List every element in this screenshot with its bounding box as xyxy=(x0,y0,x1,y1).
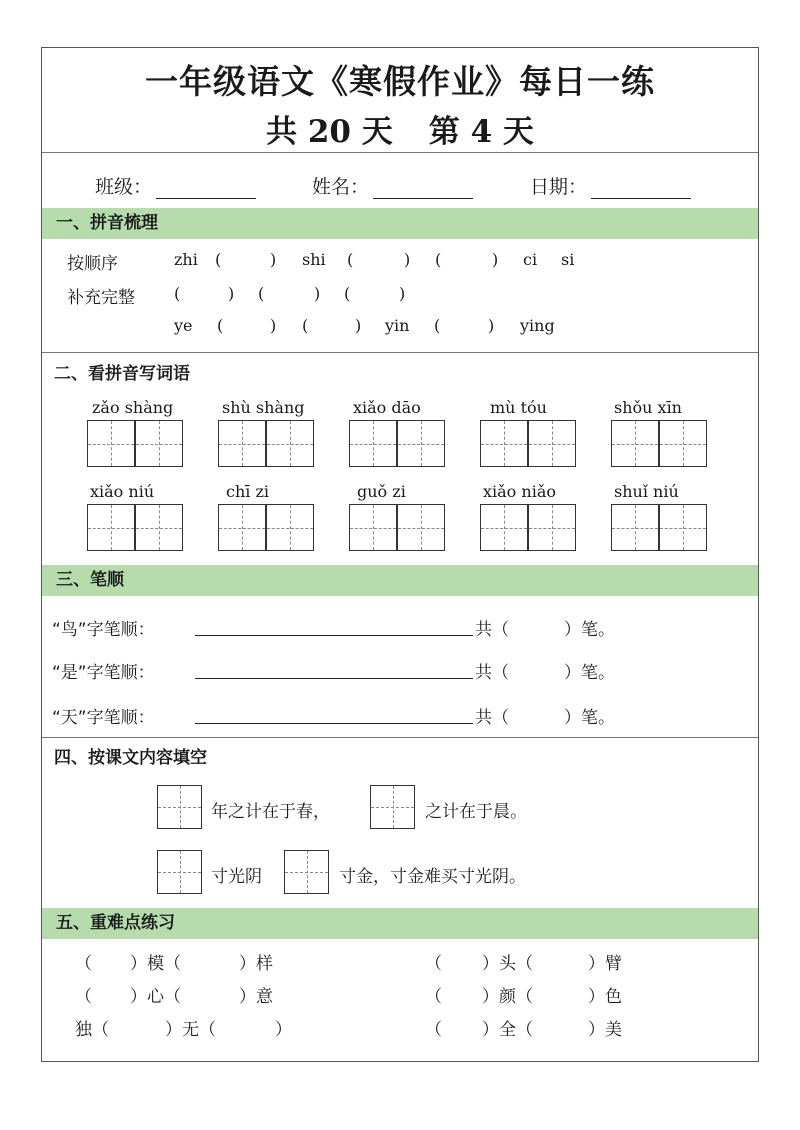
pinyin-word: shǒu xīn xyxy=(614,398,682,417)
tianzige-cell[interactable] xyxy=(87,504,135,551)
paren-close: ) xyxy=(488,316,495,335)
stroke-order-blank[interactable] xyxy=(195,634,473,636)
stroke-order-blank[interactable] xyxy=(195,677,473,679)
tianzige-cell[interactable] xyxy=(659,504,707,551)
section-1-header: 一、拼音梳理 xyxy=(42,208,758,239)
pinyin-token: yin xyxy=(385,316,410,335)
paren-open: ( xyxy=(174,284,181,303)
tianzige-cell[interactable] xyxy=(157,785,202,829)
divider xyxy=(42,352,758,353)
paren-close: ) xyxy=(404,250,411,269)
section-3-header: 三、笔顺 xyxy=(42,565,758,596)
pinyin-token: zhi xyxy=(174,250,198,269)
tianzige-cell[interactable] xyxy=(349,420,397,467)
paren-close: ) xyxy=(270,316,277,335)
pinyin-word: guǒ zi xyxy=(357,482,406,501)
tianzige-cell[interactable] xyxy=(218,420,266,467)
section-5-header: 五、重难点练习 xyxy=(42,908,758,939)
tianzige-cell[interactable] xyxy=(611,420,659,467)
class-field[interactable] xyxy=(95,172,256,199)
tianzige-cell[interactable] xyxy=(87,420,135,467)
idiom-part: （ xyxy=(425,987,442,1007)
tianzige-cell[interactable] xyxy=(135,504,183,551)
paren-close: ) xyxy=(399,284,406,303)
pinyin-word: zǎo shàng xyxy=(92,398,174,417)
idiom-part: （ xyxy=(75,954,92,974)
idiom-part: ） xyxy=(275,1020,292,1040)
paren-open: ( xyxy=(215,250,222,269)
stroke-count-open: 共（ xyxy=(475,620,509,640)
divider xyxy=(42,152,758,153)
tianzige-cell[interactable] xyxy=(659,420,707,467)
pinyin-word: xiǎo dāo xyxy=(353,398,421,417)
fill-text: 寸金，寸金难买寸光阴。 xyxy=(339,867,526,887)
divider xyxy=(42,737,758,738)
paren-close: ) xyxy=(492,250,499,269)
section-4-header: 四、按课文内容填空 xyxy=(54,748,207,768)
idiom-part: ）色 xyxy=(588,987,622,1007)
date-label: 日期： xyxy=(530,176,588,198)
idiom-part: （ xyxy=(425,1020,442,1040)
tianzige-cell[interactable] xyxy=(266,504,314,551)
pinyin-word: shù shàng xyxy=(222,398,305,417)
tianzige-cell[interactable] xyxy=(480,504,528,551)
paren-open: ( xyxy=(435,250,442,269)
idiom-part: ）样 xyxy=(239,954,273,974)
stroke-label: “鸟”字笔顺： xyxy=(52,620,155,640)
idiom-part: ）意 xyxy=(239,987,273,1007)
pinyin-token: ying xyxy=(520,316,555,335)
pinyin-word: xiǎo niú xyxy=(90,482,155,501)
class-blank[interactable] xyxy=(156,180,256,199)
total-days: 共 20 天 xyxy=(266,114,393,150)
tianzige-cell[interactable] xyxy=(480,420,528,467)
idiom-part: （ xyxy=(425,954,442,974)
fill-text: 寸光阴 xyxy=(211,867,262,887)
tianzige-cell[interactable] xyxy=(528,504,576,551)
stroke-count-open: 共（ xyxy=(475,663,509,683)
tianzige-cell[interactable] xyxy=(135,420,183,467)
tianzige-cell[interactable] xyxy=(266,420,314,467)
paren-open: ( xyxy=(347,250,354,269)
stroke-label: “是”字笔顺： xyxy=(52,663,155,683)
name-label: 姓名： xyxy=(312,176,370,198)
pinyin-token: si xyxy=(561,250,575,269)
idiom-part: ）无（ xyxy=(165,1020,216,1040)
current-day: 第 4 天 xyxy=(428,114,534,150)
stroke-label: “天”字笔顺： xyxy=(52,708,155,728)
stroke-count-close: ）笔。 xyxy=(564,663,615,683)
pinyin-word: shuǐ niú xyxy=(614,482,679,501)
idiom-part: ）心（ xyxy=(130,987,181,1007)
fill-text: 年之计在于春， xyxy=(211,802,330,822)
paren-open: ( xyxy=(434,316,441,335)
pinyin-token: shi xyxy=(302,250,326,269)
paren-close: ) xyxy=(355,316,362,335)
tianzige-cell[interactable] xyxy=(349,504,397,551)
day-counter xyxy=(42,106,758,151)
name-field[interactable] xyxy=(312,172,473,199)
class-label: 班级： xyxy=(95,176,153,198)
stroke-count-open: 共（ xyxy=(475,708,509,728)
paren-open: ( xyxy=(217,316,224,335)
worksheet-title: 一年级语文《寒假作业》每日一练 xyxy=(145,62,655,101)
name-blank[interactable] xyxy=(373,180,473,199)
tianzige-cell[interactable] xyxy=(284,850,329,894)
sec1-label-2: 补充完整 xyxy=(67,288,135,308)
pinyin-token: ci xyxy=(523,250,538,269)
worksheet xyxy=(41,47,759,1062)
idiom-part: ）美 xyxy=(588,1020,622,1040)
sec1-label-1: 按顺序 xyxy=(67,254,118,274)
paren-open: ( xyxy=(344,284,351,303)
idiom-part: ）模（ xyxy=(130,954,181,974)
date-blank[interactable] xyxy=(591,180,691,199)
tianzige-cell[interactable] xyxy=(370,785,415,829)
paren-close: ) xyxy=(270,250,277,269)
paren-open: ( xyxy=(302,316,309,335)
section-2-header: 二、看拼音写词语 xyxy=(54,364,190,384)
stroke-order-blank[interactable] xyxy=(195,722,473,724)
idiom-part: ）颜（ xyxy=(482,987,533,1007)
idiom-part: （ xyxy=(75,987,92,1007)
idiom-part: ）头（ xyxy=(482,954,533,974)
date-field[interactable] xyxy=(530,172,691,199)
idiom-part: ）臂 xyxy=(588,954,622,974)
tianzige-cell[interactable] xyxy=(611,504,659,551)
tianzige-cell[interactable] xyxy=(218,504,266,551)
pinyin-word: mù tóu xyxy=(490,398,547,417)
paren-close: ) xyxy=(228,284,235,303)
pinyin-word: chī zi xyxy=(226,482,270,501)
stroke-count-close: ）笔。 xyxy=(564,620,615,640)
tianzige-cell[interactable] xyxy=(528,420,576,467)
pinyin-token: ye xyxy=(174,316,193,335)
tianzige-cell[interactable] xyxy=(157,850,202,894)
pinyin-word: xiǎo niǎo xyxy=(483,482,556,501)
idiom-part: ）全（ xyxy=(482,1020,533,1040)
paren-close: ) xyxy=(314,284,321,303)
tianzige-cell[interactable] xyxy=(397,420,445,467)
stroke-count-close: ）笔。 xyxy=(564,708,615,728)
tianzige-cell[interactable] xyxy=(397,504,445,551)
fill-text: 之计在于晨。 xyxy=(425,802,527,822)
idiom-part: 独（ xyxy=(75,1020,109,1040)
paren-open: ( xyxy=(258,284,265,303)
